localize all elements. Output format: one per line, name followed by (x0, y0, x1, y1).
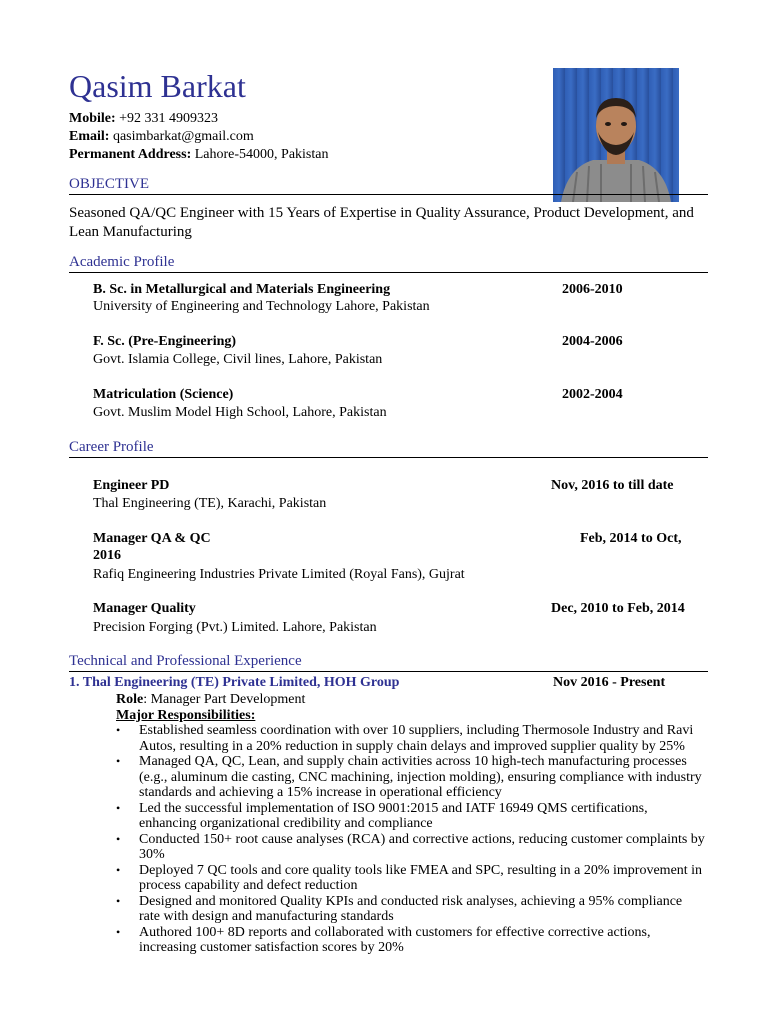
degree-1-institute: University of Engineering and Technology Lahore, Pakistan (93, 299, 430, 314)
degree-3-years: 2002-2004 (562, 387, 623, 402)
bullet-icon: • (116, 924, 121, 939)
role-label: Role (116, 692, 144, 707)
divider (69, 272, 708, 273)
degree-2-years: 2004-2006 (562, 334, 623, 349)
job-1-title: 1. Thal Engineering (TE) Private Limited, HOH Group (69, 675, 400, 690)
profile-photo (553, 68, 679, 202)
address-line (69, 146, 328, 164)
divider (69, 457, 708, 458)
objective-text: Seasoned QA/QC Engineer with 15 Years of Expertise in Quality Assurance, Product Development, and Lean Manufacturing (69, 205, 694, 240)
responsibilities-label: Major Responsibilities: (116, 708, 256, 723)
mobile-value: +92 331 4909323 (119, 111, 219, 126)
email-label: Email: (69, 129, 110, 144)
career-3-period: Dec, 2010 to Feb, 2014 (551, 601, 685, 616)
bullet-icon: • (116, 800, 121, 815)
bullet-icon: • (116, 862, 121, 877)
bullet-icon: • (116, 754, 121, 768)
degree-2-institute: Govt. Islamia College, Civil lines, Lahore, Pakistan (93, 352, 383, 367)
list-item (116, 801, 706, 832)
career-2-period-cont: 2016 (93, 548, 121, 563)
bullet-text: Established seamless coordination with over 10 suppliers, including Thermosole Industry and Ravi Autos, resulting in a 20% reduction in supply chain delays and improved supplier quality by 25% (139, 723, 694, 754)
degree-3-institute: Govt. Muslim Model High School, Lahore, Pakistan (93, 405, 387, 420)
career-heading: Career Profile (69, 439, 154, 455)
list-item (116, 925, 706, 956)
list-item (116, 723, 706, 754)
address-value: Lahore-54000, Pakistan (194, 147, 329, 162)
experience-heading: Technical and Professional Experience (69, 653, 302, 669)
bullet-text: Led the successful implementation of ISO 9001:2015 and IATF 16949 QMS certifications, enhancing organizational credibility and compliance (139, 800, 648, 831)
bullet-text: Designed and monitored Quality KPIs and conducted risk analyses, achieving a 95% compliance rate with design and manufacturing standards (139, 893, 683, 924)
candidate-name: Qasim Barkat (69, 68, 246, 104)
career-3-company: Precision Forging (Pvt.) Limited. Lahore, Pakistan (93, 620, 377, 635)
bullet-text: Deployed 7 QC tools and core quality tools like FMEA and SPC, resulting in a 20% improvement in process capability and defect reduction (139, 862, 703, 893)
career-2-company: Rafiq Engineering Industries Private Limited (Royal Fans), Gujrat (93, 567, 465, 582)
email-line (69, 128, 254, 146)
career-2-title: Manager QA & QC (93, 531, 211, 546)
list-item (116, 894, 706, 925)
career-2-period: Feb, 2014 to Oct, (580, 531, 682, 546)
career-1-title: Engineer PD (93, 478, 170, 493)
academic-heading: Academic Profile (69, 254, 175, 270)
email-value[interactable]: qasimbarkat@gmail.com (112, 129, 254, 144)
career-3-title: Manager Quality (93, 601, 196, 616)
mobile-line (69, 110, 218, 128)
responsibilities-list (116, 723, 706, 956)
career-1-period: Nov, 2016 to till date (551, 478, 674, 493)
address-label: Permanent Address: (69, 147, 192, 162)
degree-1-years: 2006-2010 (562, 282, 623, 297)
bullet-icon: • (116, 723, 121, 737)
degree-2: F. Sc. (Pre-Engineering) (93, 334, 237, 349)
career-1-company: Thal Engineering (TE), Karachi, Pakistan (93, 496, 327, 511)
divider (69, 671, 708, 672)
bullet-text: Conducted 150+ root cause analyses (RCA) and corrective actions, reducing customer complaints by 30% (139, 831, 705, 862)
role-value: : Manager Part Development (143, 692, 306, 707)
mobile-label: Mobile: (69, 111, 116, 126)
degree-3: Matriculation (Science) (93, 387, 234, 402)
person-portrait-icon (553, 68, 679, 202)
bullet-text: Authored 100+ 8D reports and collaborated with customers for effective corrective actions, increasing customer satisfaction scores by 20% (139, 924, 651, 955)
bullet-icon: • (116, 893, 121, 908)
job-1-period: Nov 2016 - Present (553, 675, 666, 690)
list-item (116, 754, 706, 801)
list-item (116, 832, 706, 863)
bullet-text: Managed QA, QC, Lean, and supply chain activities across 10 high-tech manufacturing processes (e.g., aluminum die casting, CNC machining, injection molding), ensuring compliance with industry standards and achieving a 15% increase in operational efficiency (139, 754, 702, 800)
list-item (116, 863, 706, 894)
objective-heading: OBJECTIVE (69, 176, 149, 192)
degree-1: B. Sc. in Metallurgical and Materials Engineering (93, 282, 391, 297)
bullet-icon: • (116, 831, 121, 846)
divider (69, 194, 708, 195)
